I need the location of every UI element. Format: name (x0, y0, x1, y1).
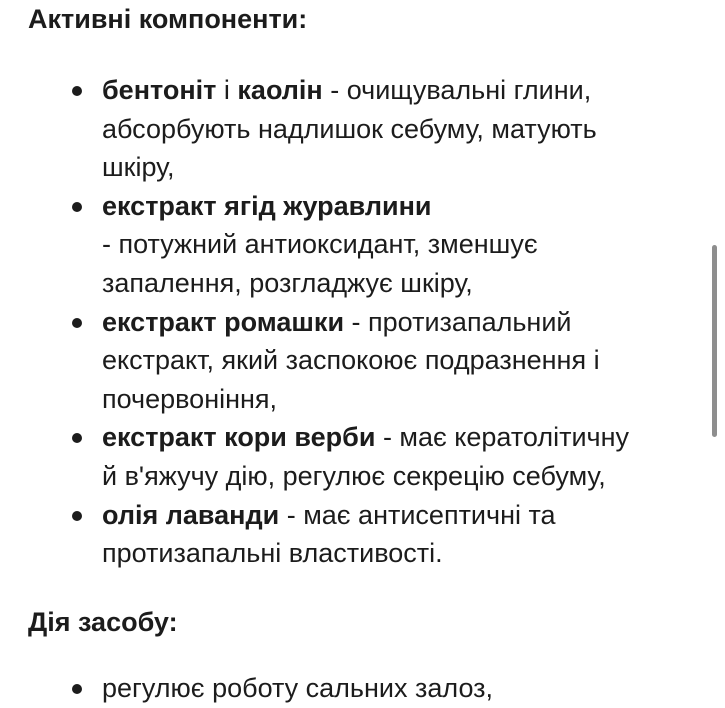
bullet-icon (72, 684, 82, 694)
product-action-list (0, 669, 702, 708)
ingredient-name: бентоніт (102, 75, 217, 105)
bullet-icon (72, 318, 82, 328)
ingredient-name: екстракт ягід журавлини (102, 190, 432, 221)
list-item (0, 71, 702, 187)
bullet-icon (72, 86, 82, 96)
description-text: - має антисептичні та протизапальні властивості. (102, 499, 556, 569)
description-text: регулює роботу сальних залоз, (102, 673, 494, 703)
ingredient-name: каолін (237, 75, 323, 105)
list-item (0, 187, 702, 303)
active-components-list (0, 71, 702, 573)
description-text: - очищувальні глини, абсорбують надлишок себуму, матують шкіру, (102, 75, 597, 183)
list-item (0, 418, 702, 495)
list-item (0, 496, 702, 573)
product-action-heading: Дія засобу: (28, 607, 178, 637)
description-text: і (216, 75, 238, 105)
ingredient-name: олія лаванди (102, 499, 280, 530)
bullet-icon (72, 511, 82, 521)
bullet-icon (72, 202, 82, 212)
ingredient-name: екстракт ромашки (102, 306, 345, 337)
list-item (0, 669, 702, 708)
active-components-heading: Активні компоненти: (28, 4, 308, 34)
description-text: - протизапальний екстракт, який заспокоює подразнення і почервоніння, (102, 306, 600, 414)
list-item (0, 303, 702, 419)
bullet-icon (72, 433, 82, 443)
scrollbar[interactable] (712, 245, 717, 437)
description-text: - потужний антиоксидант, зменшує запалення, розгладжує шкіру, (102, 229, 538, 298)
description-text: - має кератолітичну й в'яжучу дію, регулює секрецію себуму, (102, 422, 630, 491)
ingredient-name: екстракт кори верби (102, 422, 376, 453)
